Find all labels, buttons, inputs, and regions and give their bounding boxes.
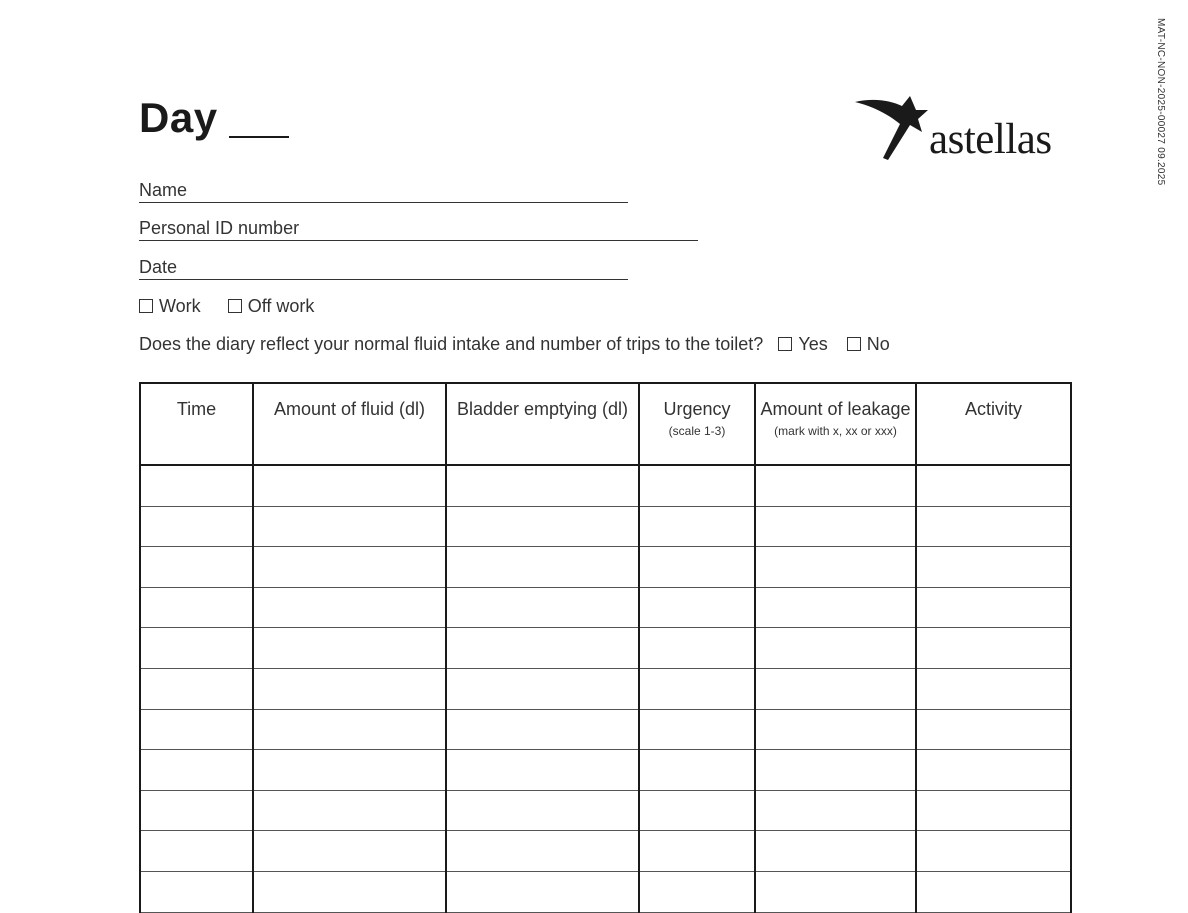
table-cell[interactable] [253,668,446,709]
day-type-options [139,294,336,318]
table-cell[interactable] [140,668,253,709]
work-label: Work [159,296,201,316]
table-cell[interactable] [639,668,755,709]
page-title: Day [139,94,218,141]
table-header-row [140,383,1071,465]
table-cell[interactable] [916,668,1071,709]
column-label: Amount of leakage [760,399,911,419]
column-label: Time [176,399,217,419]
table-cell[interactable] [140,465,253,506]
table-cell[interactable] [253,709,446,750]
table-cell[interactable] [755,668,916,709]
brand-logo-text: astellas [929,116,1052,163]
table-row [140,709,1071,750]
table-cell[interactable] [446,668,639,709]
table-cell[interactable] [639,709,755,750]
table-row [140,506,1071,547]
column-header-urgency [639,383,755,465]
personal-id-label: Personal ID number [139,218,300,238]
table-cell[interactable] [446,831,639,872]
table-cell[interactable] [916,547,1071,588]
yes-checkbox[interactable] [778,337,792,351]
column-label: Amount of fluid (dl) [273,399,426,419]
table-cell[interactable] [755,831,916,872]
table-cell[interactable] [916,831,1071,872]
table-cell[interactable] [639,871,755,912]
table-cell[interactable] [140,506,253,547]
table-cell[interactable] [446,547,639,588]
table-cell[interactable] [253,790,446,831]
table-row [140,831,1071,872]
table-cell[interactable] [639,628,755,669]
normal-intake-question [139,332,890,356]
table-cell[interactable] [755,790,916,831]
personal-id-field[interactable] [139,217,698,241]
table-cell[interactable] [916,790,1071,831]
no-label: No [866,334,890,354]
table-cell[interactable] [916,709,1071,750]
column-header-bladder-emptying [446,383,639,465]
table-cell[interactable] [916,506,1071,547]
column-label: Urgency [663,399,731,419]
table-cell[interactable] [446,628,639,669]
table-cell[interactable] [639,831,755,872]
table-cell[interactable] [446,587,639,628]
table-row [140,750,1071,791]
table-cell[interactable] [755,871,916,912]
column-header-time [140,383,253,465]
table-cell[interactable] [140,587,253,628]
table-row [140,628,1071,669]
table-cell[interactable] [916,871,1071,912]
table-cell[interactable] [446,790,639,831]
column-sublabel: (scale 1-3) [668,424,726,438]
name-label: Name [139,180,188,200]
table-cell[interactable] [446,465,639,506]
table-cell[interactable] [639,790,755,831]
table-cell[interactable] [253,465,446,506]
document-code: MAT-NC-NON-2025-00027 09.2025 [1155,18,1166,186]
table-cell[interactable] [755,547,916,588]
column-sublabel: (mark with x, xx or xxx) [774,424,897,438]
date-label: Date [139,257,178,277]
table-cell[interactable] [253,871,446,912]
column-header-fluid [253,383,446,465]
table-row [140,465,1071,506]
table-cell[interactable] [140,750,253,791]
table-cell[interactable] [253,628,446,669]
date-field[interactable] [139,256,628,280]
table-cell[interactable] [755,465,916,506]
table-cell[interactable] [755,709,916,750]
yes-option[interactable] [778,332,827,356]
table-cell[interactable] [916,750,1071,791]
table-cell[interactable] [140,871,253,912]
question-text: Does the diary reflect your normal fluid intake and number of trips to the toilet? [139,334,764,354]
yes-label: Yes [798,334,828,354]
no-option[interactable] [847,332,890,356]
column-header-leakage [755,383,916,465]
work-checkbox[interactable] [139,299,153,313]
table-row [140,668,1071,709]
off-work-option[interactable] [228,294,315,318]
table-cell[interactable] [755,750,916,791]
table-cell[interactable] [140,790,253,831]
column-label: Bladder emptying (dl) [456,399,629,419]
table-row [140,587,1071,628]
table-row [140,871,1071,912]
table-cell[interactable] [446,871,639,912]
bladder-diary-table [139,382,1072,913]
table-cell[interactable] [916,628,1071,669]
table-cell[interactable] [916,465,1071,506]
table-cell[interactable] [140,547,253,588]
column-header-activity [916,383,1071,465]
off-work-checkbox[interactable] [228,299,242,313]
table-cell[interactable] [639,465,755,506]
table-row [140,790,1071,831]
day-number-blank[interactable] [229,136,289,138]
table-cell[interactable] [446,709,639,750]
table-cell[interactable] [140,831,253,872]
table-cell[interactable] [755,628,916,669]
table-cell[interactable] [253,547,446,588]
table-cell[interactable] [755,506,916,547]
table-cell[interactable] [446,750,639,791]
table-cell[interactable] [140,709,253,750]
table-cell[interactable] [916,587,1071,628]
table-cell[interactable] [253,506,446,547]
table-cell[interactable] [639,506,755,547]
no-checkbox[interactable] [847,337,861,351]
table-cell[interactable] [639,750,755,791]
table-cell[interactable] [140,628,253,669]
table-cell[interactable] [253,750,446,791]
table-cell[interactable] [639,587,755,628]
table-cell[interactable] [253,831,446,872]
table-cell[interactable] [755,587,916,628]
column-label: Activity [964,399,1022,419]
work-option[interactable] [139,294,201,318]
table-cell[interactable] [639,547,755,588]
name-field[interactable] [139,179,628,203]
table-cell[interactable] [253,587,446,628]
off-work-label: Off work [247,296,315,316]
table-cell[interactable] [446,506,639,547]
table-row [140,547,1071,588]
table-body [140,465,1071,912]
